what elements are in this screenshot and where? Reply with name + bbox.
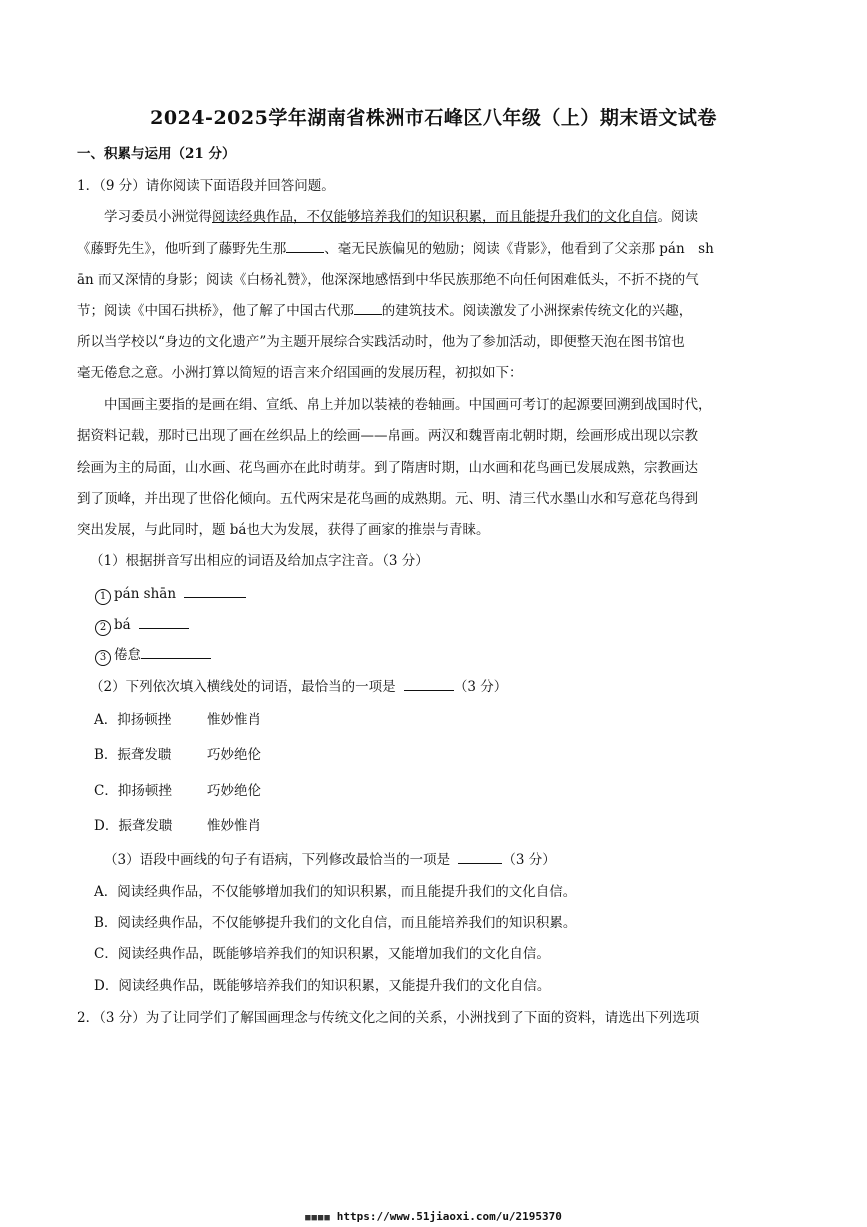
option-d[interactable]: D．振聋发聩 惟妙惟肖 bbox=[94, 818, 261, 834]
sub-question-3: （3）语段中画线的句子有语病，下列修改最恰当的一项是 （3 分） bbox=[104, 852, 556, 868]
passage-line: 所以当学校以“身边的文化遗产”为主题开展综合实践活动时，他为了参加活动，即便整天泡在图书馆也 bbox=[77, 334, 685, 350]
fill-blank bbox=[286, 240, 324, 253]
passage-line: 中国画主要指的是画在绢、宣纸、帛上并加以装裱的卷轴画。中国画可考订的起源要回溯到战国时代， bbox=[104, 397, 712, 413]
passage-line: 《藤野先生》，他听到了藤野先生那 、毫无民族偏见的勉励；阅读《背影》，他看到了父亲那 pán sh bbox=[77, 241, 714, 257]
answer-blank bbox=[458, 851, 502, 864]
passage-line: ān 而又深情的身影；阅读《白杨礼赞》，他深深地感悟到中华民族那绝不向任何困难低头，不折不挠的气 bbox=[77, 272, 699, 288]
circled-number: 2 bbox=[95, 620, 111, 636]
option-d[interactable]: D．阅读经典作品，既能够培养我们的知识积累，又能提升我们的文化自信。 bbox=[94, 978, 551, 994]
passage-line: 到了顶峰，并出现了世俗化倾向。五代两宋是花鸟画的成熟期。元、明、清三代水墨山水和写意花鸟得到 bbox=[77, 491, 698, 507]
exam-title: 2024-2025学年湖南省株洲市石峰区八年级（上）期末语文试卷 bbox=[150, 107, 717, 129]
answer-blank bbox=[404, 678, 454, 691]
underlined-sentence: 阅读经典作品，不仅能够培养我们的知识积累，而且能提升我们的文化自信 bbox=[212, 209, 658, 225]
circled-number: 3 bbox=[95, 650, 111, 666]
answer-blank[interactable] bbox=[184, 585, 246, 598]
passage-line: 节；阅读《中国石拱桥》，他了解了中国古代那 的建筑技术。阅读激发了小洲探索传统文化的兴趣， bbox=[77, 303, 693, 319]
footer-watermark bbox=[0, 1210, 867, 1223]
sub-question-1: （1）根据拼音写出相应的词语及给加点字注音。（3 分） bbox=[90, 553, 429, 569]
footer-url[interactable]: https://www.51jiaoxi.com/u/2195370 bbox=[336, 1210, 562, 1223]
passage-line: 突出发展，与此同时，题 bá也大为发展，获得了画家的推崇与青睐。 bbox=[77, 522, 490, 538]
passage-line: 毫无倦怠之意。小洲打算以简短的语言来介绍国画的发展历程，初拟如下： bbox=[77, 365, 523, 381]
question-2-stem: 2．（3 分）为了让同学们了解国画理念与传统文化之间的关系，小洲找到了下面的资料，请选出下列选项 bbox=[77, 1010, 700, 1026]
option-a[interactable]: A．抑扬顿挫 惟妙惟肖 bbox=[94, 712, 261, 728]
circled-number: 1 bbox=[95, 589, 111, 605]
answer-blank[interactable] bbox=[139, 616, 189, 629]
footer-logo: ■■■■ bbox=[305, 1213, 331, 1223]
answer-blank[interactable] bbox=[141, 646, 211, 659]
answer-item: 2 bá bbox=[95, 616, 189, 636]
sub-question-2: （2）下列依次填入横线处的词语，最恰当的一项是 （3 分） bbox=[90, 679, 508, 695]
section-heading: 一、积累与运用（21 分） bbox=[77, 146, 236, 162]
question-1-stem: 1．（9 分）请你阅读下面语段并回答问题。 bbox=[77, 178, 335, 194]
option-b[interactable]: B．阅读经典作品，不仅能够提升我们的文化自信，而且能培养我们的知识积累。 bbox=[94, 915, 577, 931]
option-a[interactable]: A．阅读经典作品，不仅能够增加我们的知识积累，而且能提升我们的文化自信。 bbox=[94, 884, 577, 900]
answer-item: 1 pán shān bbox=[95, 585, 246, 605]
option-b[interactable]: B．振聋发聩 巧妙绝伦 bbox=[94, 747, 261, 763]
passage-line: 绘画为主的局面，山水画、花鸟画亦在此时萌芽。到了隋唐时期，山水画和花鸟画已发展成熟，宗教画达 bbox=[77, 460, 698, 476]
option-c[interactable]: C．抑扬顿挫 巧妙绝伦 bbox=[94, 783, 261, 799]
passage-line: 学习委员小洲觉得阅读经典作品，不仅能够培养我们的知识积累，而且能提升我们的文化自信。阅读 bbox=[104, 209, 698, 225]
passage-line: 据资料记载，那时已出现了画在丝织品上的绘画——帛画。两汉和魏晋南北朝时期，绘画形成出现以宗教 bbox=[77, 428, 698, 444]
answer-item: 3 倦怠 bbox=[95, 646, 211, 666]
fill-blank bbox=[354, 302, 382, 315]
option-c[interactable]: C．阅读经典作品，既能够培养我们的知识积累，又能增加我们的文化自信。 bbox=[94, 946, 550, 962]
